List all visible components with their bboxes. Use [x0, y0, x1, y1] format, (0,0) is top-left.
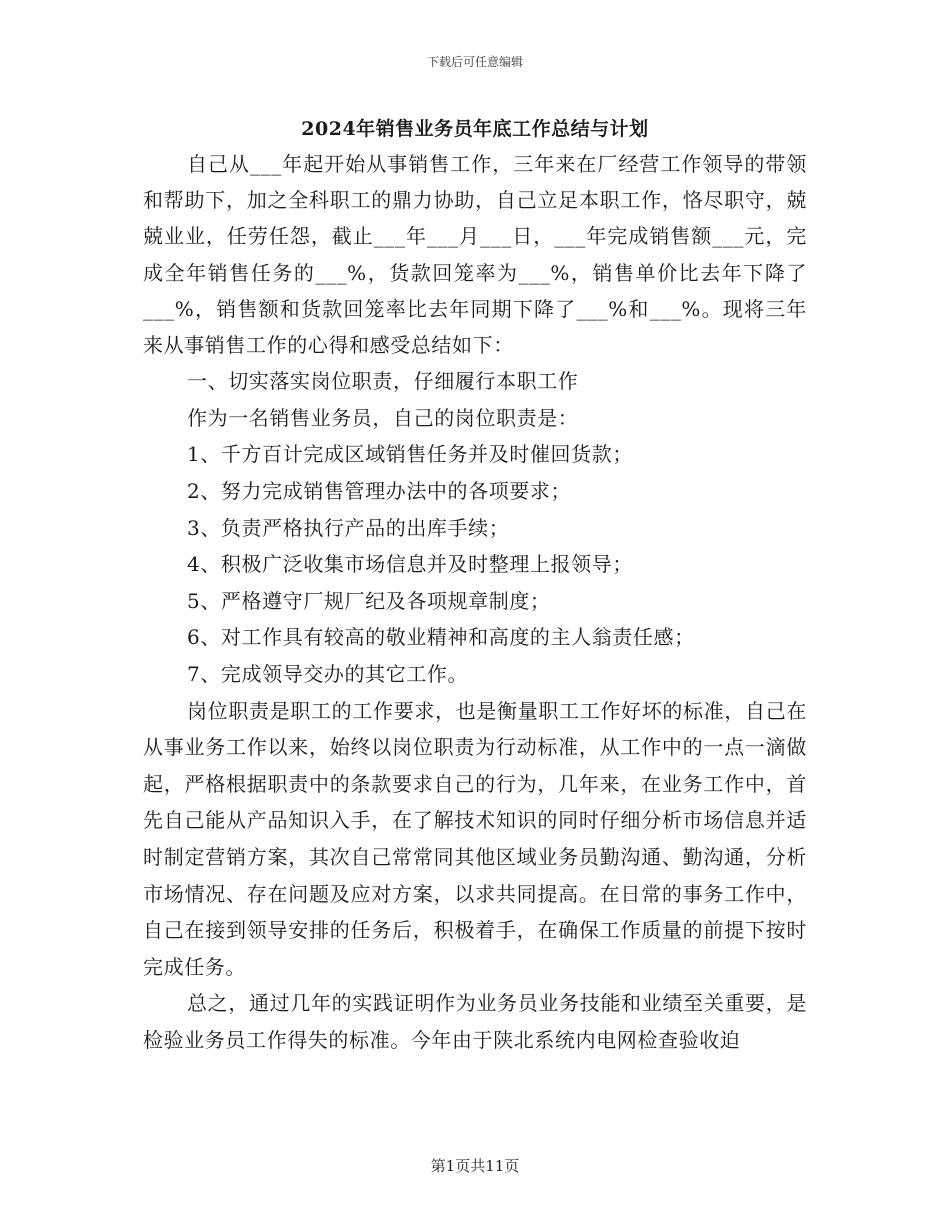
page-number: 第1页共11页 [430, 1157, 520, 1175]
list-item: 7、完成领导交办的其它工作。 [187, 661, 469, 686]
list-item: 2、努力完成销售管理办法中的各项要求； [187, 479, 572, 503]
document-title: 2024年销售业务员年底工作总结与计划 [301, 118, 649, 140]
list-item: 6、对工作具有较高的敬业精神和高度的主人翁责任感； [187, 625, 695, 650]
paragraph-duties-intro: 作为一名销售业务员，自己的岗位职责是： [187, 405, 579, 430]
list-item: 4、积极广泛收集市场信息并及时整理上报领导； [187, 552, 633, 577]
section-heading: 一、切实落实岗位职责，仔细履行本职工作 [187, 369, 579, 394]
paragraph-duties-discussion: 岗位职责是职工的工作要求，也是衡量职工工作好坏的标准，自己在从事业务工作以来，始终以岗位职责为行动标准，从工作中的一点一滴做起，严格根据职责中的条款要求自己的行为，几年来，在业务工作中，首先自己能从产品知识入手，在了解技术知识的同时仔细分析市场信息并适时制定营销方案，其次自己常常同其他区域业务员勤沟通、勤沟通，分析市场情况、存在问题及应对方案，以求共同提高。在日常的事务工作中，自己在接到领导安排的任务后，积极着手，在确保工作质量的前提下按时完成任务。 [143, 698, 807, 979]
list-item: 5、严格遵守厂规厂纪及各项规章制度； [187, 588, 551, 613]
document-body [143, 146, 807, 1059]
list-item: 3、负责严格执行产品的出库手续； [187, 515, 510, 540]
header-note: 下载后可任意编辑 [426, 55, 523, 69]
list-item: 1、千方百计完成区域销售任务并及时催回货款； [187, 442, 633, 467]
paragraph-summary: 总之，通过几年的实践证明作为业务员业务技能和业绩至关重要，是检验业务员工作得失的标准。今年由于陕北系统内电网检查验收迫 [143, 991, 807, 1052]
paragraph-intro: 自己从___年起开始从事销售工作，三年来在厂经营工作领导的带领和帮助下，加之全科职工的鼎力协助，自己立足本职工作，恪尽职守，兢兢业业，任劳任怨，截止___年___月___日，___年完成销售额___元，完成全年销售任务的___%，货款回笼率为___%，销售单价比去年下降了___%，销售额和货款回笼率比去年同期下降了___%和___%。现将三年来从事销售工作的心得和感受总结如下： [143, 152, 807, 358]
